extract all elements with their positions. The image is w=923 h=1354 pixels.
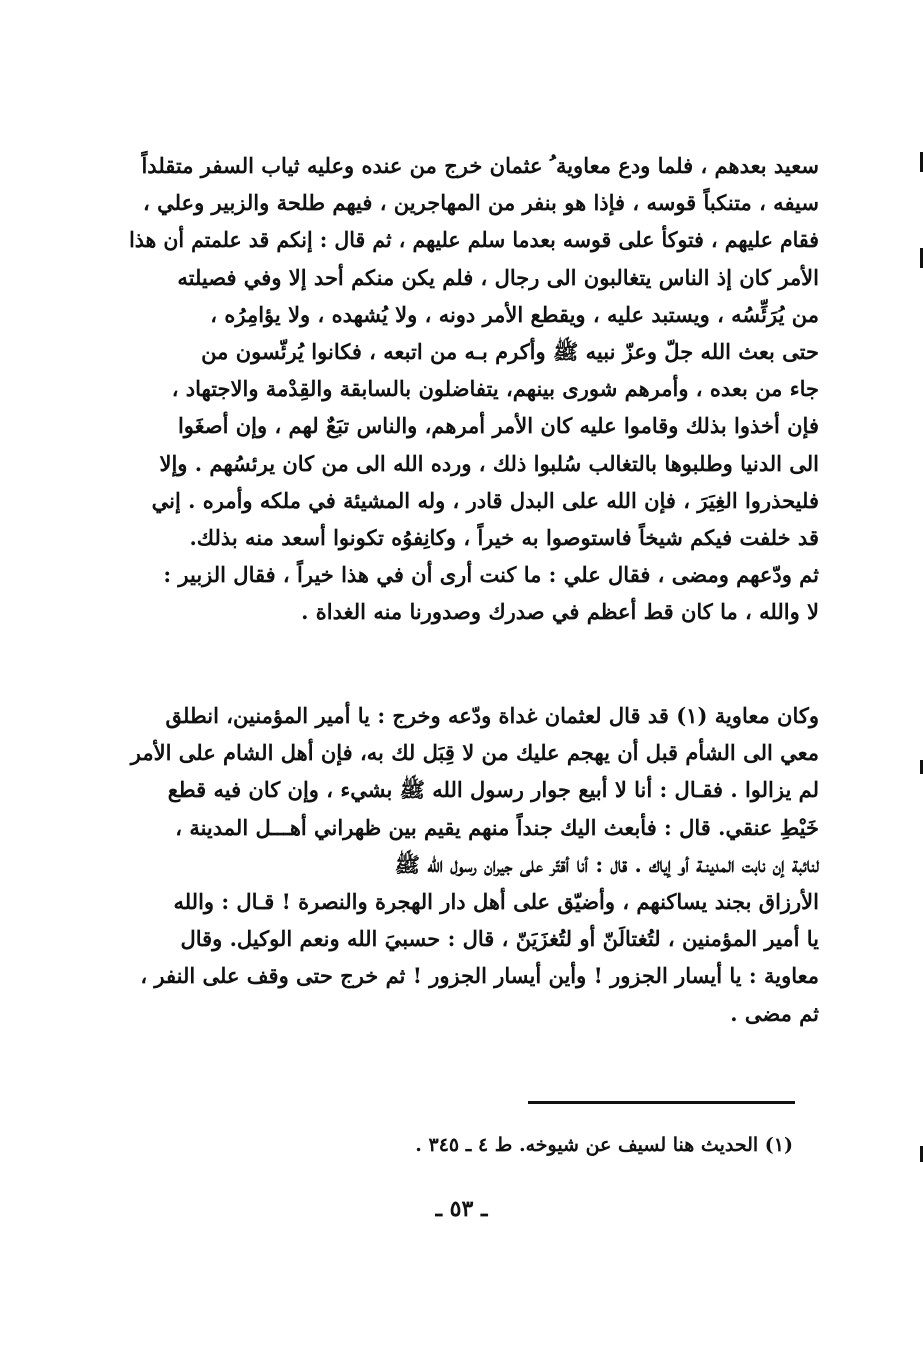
- text-line: لم يزالوا . فقـال : أنا لا أبيع جوار رسول الله ﷺ بشيء ، وإن كان فيه قطع: [167, 777, 819, 803]
- text-line: لنائبة إن نابت المدينـة أو إياك . قال : أنا أقتّر على جيران رسول الله ﷺ: [394, 851, 819, 877]
- paragraph-1: [129, 147, 819, 630]
- text-line: سيفه ، متنكباً قوسه ، فإذا هو بنفر من المهاجرين ، فيهم طلحة والزبير وعلي ،: [143, 190, 819, 216]
- text-line: معي الى الشأم قبل أن يهجم عليك من لا قِبَل لك به، فإن أهل الشام على الأمر: [130, 740, 819, 766]
- text-line: الأرزاق بجند يساكنهم ، وأضيّق على أهل دار الهجرة والنصرة ! قـال : والله: [173, 888, 819, 914]
- text-line: حتى بعث الله جلّ وعزّ نبيه ﷺ وأكرم بـه من اتبعه ، فكانوا يُرئّسون من: [201, 338, 819, 364]
- footnote-divider: [528, 1101, 795, 1104]
- text-line: قد خلفت فيكم شيخاً فاستوصوا به خيراً ، وكانِفوُه تكونوا أسعد منه بذلك.: [189, 524, 819, 550]
- text-line: خَيْطِ عنقي. قال : فأبعث اليك جنداً منهم يقيم بين ظهراني أهـــل المدينة ،: [175, 814, 819, 840]
- paragraph-2: [129, 697, 819, 1032]
- text-line: الأمر كان إذ الناس يتغالبون الى رجال ، فلم يكن منكم أحد إلا وفي فصيلته: [177, 264, 819, 290]
- text-line: لا والله ، ما كان قط أعظم في صدرك وصدورنا منه الغداة .: [301, 599, 819, 625]
- text-line: فإن أخذوا بذلك وقاموا عليه كان الأمر أمرهم، والناس تبَعٌ لهم ، وإن أصغَوا: [177, 413, 819, 439]
- text-line: سعيد بعدهم ، فلما ودع معاوية ُ عثمان خرج من عنده وعليه ثياب السفر متقلداً: [141, 153, 819, 178]
- text-line: يا أمير المؤمنين ، لتُغتالَنّ أو لتُغزَيَنّ ، قال : حسبيَ الله ونعم الوكيل. وقال: [180, 926, 819, 952]
- text-line: وكان معاوية (١) قد قال لعثمان غداة ودّعه وخرج : يا أمير المؤمنين، انطلق: [165, 703, 819, 728]
- text-line: فليحذروا الغِيَرَ ، فإن الله على البدل قادر ، وله المشيئة في ملكه وأمره . إني: [151, 487, 819, 513]
- page-number: ـ ٥٣ ـ: [435, 1196, 488, 1222]
- text-line: ثم مضى .: [730, 1000, 819, 1026]
- text-line: فقام عليهم ، فتوكأ على قوسه بعدما سلم عليهم ، ثم قال : إنكم قد علمتم أن هذا: [129, 227, 819, 253]
- footnote: (١) الحديث هنا لسيف عن شيوخه. ط ٤ ـ ٣٤٥ .: [415, 1134, 793, 1156]
- text-line: ثم ودّعهم ومضى ، فقال علي : ما كنت أرى أن في هذا خيراً ، فقال الزبير :: [163, 562, 819, 588]
- text-line: الى الدنيا وطلبوها بالتغالب سُلبوا ذلك ، ورده الله الى من كان يرئسُهم . وإلا: [159, 450, 819, 476]
- text-line: من يُرَئِّسُه ، ويستبد عليه ، ويقطع الأمر دونه ، ولا يُشهده ، ولا يؤامِرُه ،: [210, 301, 819, 327]
- text-line: جاء من بعده ، وأمرهم شورى بينهم، يتفاضلون بالسابقة والقِدْمة والاجتهاد ،: [171, 376, 819, 402]
- text-line: معاوية : يا أيسار الجزور ! وأين أيسار الجزور ! ثم خرج حتى وقف على النفر ،: [140, 963, 819, 989]
